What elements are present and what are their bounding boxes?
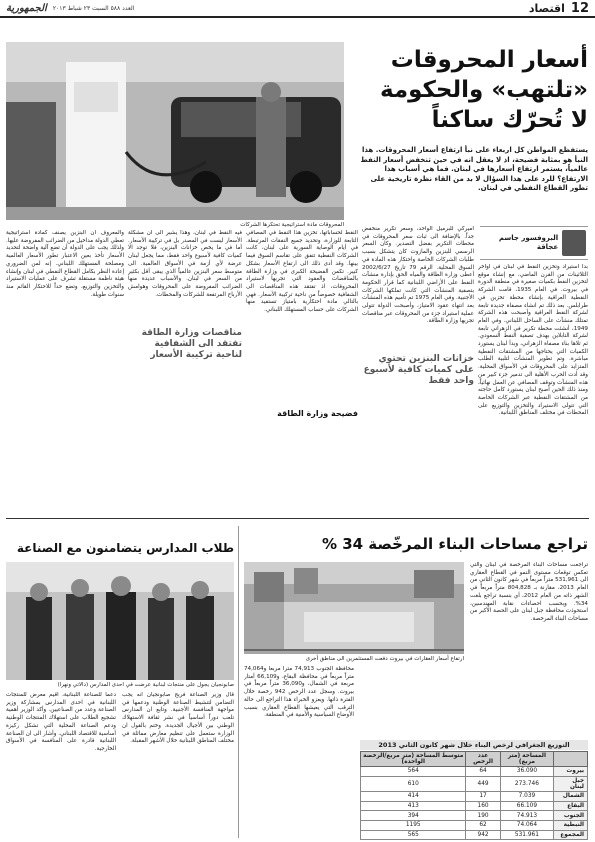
lead-column-4 (128, 230, 242, 514)
row-region: الشمال (554, 792, 588, 802)
row-count: 160 (466, 801, 500, 811)
table-row (361, 801, 588, 811)
lead-photo-caption: المحروقات مادة استراتيجية تحتكرها الشركات (240, 222, 344, 228)
schools-photo (6, 562, 234, 680)
masthead (0, 0, 595, 18)
section-divider (6, 518, 589, 519)
permits-table-header-row (361, 752, 588, 767)
row-region: بيروت (554, 767, 588, 777)
schools-column-2-text: قال وزير الصناعة فريج صابونجيان انه يجب التضامن لتنشيط الصناعة الوطنية ودعمها في مواجهة المنافسة الأجنبية. وتابع ان المدارس تلعب دوراً أساسياً في نشر ثقافة الاستهلاك الوطني بين الأجيال الجديدة. وختم بالقول ان الوزارة ستعمل على تنظيم معارض مماثلة في مختلف المناطق اللبنانية خلال الأشهر المقبلة. (122, 692, 234, 745)
header-average-area: متوسط المساحة (متر مربع/الرخصة الواحدة) (361, 752, 466, 767)
row-region: المجموع (554, 830, 588, 840)
lead-column-3-text: النفط لحساباتها، تخزين هذا النفط في المصافي التابعة للوزارة، وتحديد جميع النفقات المرتبطة. في أيام الوصاية السورية على لبنان، كانت الشركات النفطية تتفق على تقاسم السوق فيما بينها. وقد أدى ذلك الى ارتفاع الأسعار بشكل كبير. تكمن الفضيحة الكبرى في وزارة الطاقة بالمناقصات والعقود التي تجريها لاستيراد المحروقات، اذ تفتقد هذه المناقصات الى الشفافية خصوصاً من ناحية تركيبة الأسعار. فهي بالتالي مادة احتكارية بامتياز تستفيد منها الشركات على حساب المستهلك اللبناني. (246, 230, 358, 314)
row-count: 190 (466, 811, 500, 821)
row-average: 565 (361, 830, 466, 840)
row-area: 74.064 (500, 820, 554, 830)
construction-photo-caption: ارتفاع أسعار العقارات في بيروت دفعت المستثمرين الى مناطق أخرى (305, 656, 464, 662)
subhead-gasoline-tanks: خزانات البنزين تحتوي على كميات كافية لأسبوع واحد فقط (363, 354, 474, 386)
schools-illustration (6, 562, 234, 680)
row-count: 64 (466, 767, 500, 777)
schools-column-1 (6, 692, 116, 838)
row-area: 7.039 (500, 792, 554, 802)
construction-photo (244, 562, 464, 654)
permits-table-title: التوزيع الجغرافي لرخص البناء خلال شهر كانون الثاني 2013 (360, 740, 588, 750)
author-box (480, 226, 588, 260)
header-permit-count: عدد الرخص (466, 752, 500, 767)
row-average: 394 (361, 811, 466, 821)
masthead-brand (6, 3, 134, 14)
schools-column-2 (122, 692, 234, 838)
row-average: 610 (361, 776, 466, 792)
header-area: المساحة (متر مربع) (500, 752, 554, 767)
table-row (361, 776, 588, 792)
construction-illustration (244, 562, 464, 654)
row-region: الجنوب (554, 811, 588, 821)
table-row (361, 820, 588, 830)
masthead-page-info (529, 1, 589, 16)
row-region: جبل لبنان (554, 776, 588, 792)
lead-column-4-text: فيه النفط في لبنان، وهذا يشير الى أن مشكلة الأسعار ليست في المصدر بل في تركيبة الأسعار. أما في ما يخص خزانات البنزين، فلا توجد الا كميات كافية لأسبوع واحد فقط، مما يجعل لبنان عرضة لأي أزمة في الأسواق العالمية. الى متوسط سعر البنزين عالمياً الذي يبقى أقل بكثير من السعر في لبنان. والأسباب عديدة منها الضرائب المفروضة على المحروقات وهوامش الأرباح المرتفعة للشركات والمحطات. (128, 230, 242, 298)
author-name: البروفسور جاسم عجاقة (498, 234, 559, 251)
issue-info: العدد ٥٨٨ السبت ٢٣ شباط ٢٠١٣ (52, 4, 135, 12)
column-divider (238, 526, 239, 838)
header-region (554, 752, 588, 767)
subhead-energy-tenders: مناقصات وزارة الطاقة تفتقد الى الشفافية لناحية تركيبة الأسعار (128, 328, 242, 361)
row-average: 413 (361, 801, 466, 811)
schools-headline: طلاب المدارس يتضامنون مع الصناعة (16, 541, 234, 555)
lead-column-5-text: والمعروف أن البنزين يصنف كمادة استراتيجية تعطي الدولة مداخيل من الضرائب المفروضة عليها. ولذلك يجب على الدولة أن تضع آلية واضحة لتحديد الأسعار تأخذ بعين الاعتبار تطور الأسعار العالمية ومصلحة المستهلك اللبناني. إنه لمن الضروري إعادة النظر بكامل القطاع النفطي في لبنان وإنشاء هيئة ناظمة مستقلة تشرف على عمليات الاستيراد والتخزين والتوزيع، وتضع حداً للاحتكار القائم منذ سنوات طويلة. (6, 230, 124, 298)
lead-headline-line-1: أسعار المحروقات (390, 47, 588, 73)
row-region: البقاع (554, 801, 588, 811)
newspaper-logo: الجمهورية (6, 2, 47, 14)
row-count: 17 (466, 792, 500, 802)
subhead-energy-scandal: فضيحة وزارة الطاقة (246, 408, 358, 419)
row-area: 36.090 (500, 767, 554, 777)
permits-table (360, 751, 588, 840)
row-count: 62 (466, 820, 500, 830)
row-average: 414 (361, 792, 466, 802)
row-area: 74.913 (500, 811, 554, 821)
lead-intro: يستفظع المواطن كل اربعاء على نبأ ارتفاع أسعار المحروقات. هذا النبأ هو بمثابة فضيحة، اذ لا يعقل انه في حين تنخفض أسعار النفط عالمياً، يستمر ارتفاع أسعارها في لبنان. فما هي أسباب هذا الارتفاع؟ للرد على هذا السؤال لا بد من القاء نظرة تاريخية على تطور القطاع النفطي في لبنان. (360, 146, 588, 192)
schools-photo-caption: صابونجيان يجول على منتجات لبنانية عرضت في احدى المدارس (دالاتي ونهرا) (57, 682, 234, 688)
table-row (361, 811, 588, 821)
gas-station-photo (6, 42, 344, 220)
row-average: 1195 (361, 820, 466, 830)
author-photo (562, 230, 586, 256)
lead-column-1 (478, 264, 588, 514)
row-average: 564 (361, 767, 466, 777)
lead-column-5 (6, 230, 124, 514)
row-region: النبطية (554, 820, 588, 830)
construction-column-1 (470, 562, 588, 736)
construction-headline: تراجع مساحات البناء المرخّصة 34 % (321, 535, 588, 553)
schools-column-1-text: دعماً للصناعة اللبنانية، أقيم معرض للمنتجات اللبنانية في احدى المدارس بمشاركة وزير الصناعة وعدد من الصناعيين. وأكد الوزير أهمية تشجيع الطلاب على استهلاك المنتجات الوطنية ودعم الصناعة المحلية التي تشكل ركيزة أساسية للاقتصاد اللبناني. وأشار الى ان الصناعة اللبنانية قادرة على المنافسة في الأسواق الخارجية. (6, 692, 116, 752)
lead-column-3 (246, 230, 358, 514)
page-number: 12 (570, 0, 589, 16)
table-total-row (361, 830, 588, 840)
lead-column-2-text: أميركي للبرميل الواحد، وسعر تكرير منخفض جداً. بالإضافة الى ثبات سعر المحروقات في محطات التكرير بفضل التصدير. وكان السعر الرسمي للبنزين والمازوت كان يتشكل بسبب طلبات الشركات الخاصة واحتكار هذه المادة في السوق المحلية. الرقم 79 تاريخ 2002/6/27 أعطى وزارة الطاقة والمياه الحق بإدارة منشآت النفط على الأراضي اللبنانية كما قرار الحكومة بتصفية المنشآت التي كانت تملكها الشركات الأجنبية. وفي العام 1975 تم تأميم هذه المنشآت بعد انتهاء عقود الامتياز، وأصبحت الدولة تتولى عملية استيراد جزء من المحروقات عبر مناقصات تجريها وزارة الطاقة. (362, 226, 474, 325)
lead-column-1-text: بدأ استيراد وتخزين النفط في لبنان في أواخر الثلاثينات من القرن الماضي، مع إنشاء موقع لتخزين النفط بكميات صغيرة في منطقة الدورة في بيروت. في العام 1935، قامت الشركة النفطية العراقية بإنشاء محطة تخزين في طرابلس. بعد ذلك تم انشاء مصفاة جديدة تابعة لشركة النفط العراقية وأصبحت هذه الشركة تمتلك منشآت على الساحل اللبناني. وفي العام 1949، أنشئت محطة تكرير في الزهراني تابعة لشركة التابلاين بهدف تصفية النفط السعودي. ثم تلاها بناء مصفاة الزهراني، وبدأ لبنان يستورد الكميات التي يحتاجها من المشتقات النفطية مباشرة. وتم تطوير المنشآت لتلبية الطلب المتزايد على المحروقات في الأسواق المحلية. وقد أدت الحرب الأهلية الى تدمير جزء كبير من هذه المنشآت وتوقف المصافي عن العمل نهائياً، ومنذ ذلك الحين أصبح لبنان يستورد كامل حاجته من المشتقات النفطية عبر الشركات الخاصة التي تتولى الاستيراد والتخزين والتوزيع على المحطات في مختلف المناطق اللبنانية. (478, 264, 588, 417)
lead-headline-line-3: لا تُحرّك ساكناً (431, 107, 588, 133)
row-count: 449 (466, 776, 500, 792)
lead-headline-line-2: «تلتهب» والحكومة (379, 77, 588, 103)
row-area: 66.109 (500, 801, 554, 811)
construction-column-2-text: محافظة الجنوب 74,913 متراً مربعاً و74,064 متراً مربعاً في محافظة البقاع، و66,109 أمتار مربعة في الشمال، و36,090 متراً مربعاً في بيروت. وسجل عدد الرخص 942 رخصة خلال الفترة ذاتها. ويعزو الخبراء هذا التراجع الى حالة الترقب التي يعيشها القطاع العقاري بسبب الأوضاع السياسية والأمنية في المنطقة. (244, 666, 354, 719)
table-row (361, 792, 588, 802)
table-row (361, 767, 588, 777)
section-label: اقتصاد (528, 1, 565, 15)
construction-column-2 (244, 666, 354, 838)
row-count: 942 (466, 830, 500, 840)
construction-column-1-text: تراجعت مساحات البناء المرخصة في لبنان والتي تعكس توقعات مستوى النمو في القطاع العقاري الى 531,961 متراً مربعاً في شهر كانون الثاني من العام 2013، مقارنة بـ 804,828 متراً مربعاً في الشهر ذاته من العام 2012، أي بنسبة تراجع بلغت 34%. وبحسب احصاءات نقابة المهندسين، استحوذت محافظة جبل لبنان على الحصة الأكبر من مساحات البناء المرخصة. (470, 562, 588, 622)
gas-station-illustration (6, 42, 344, 220)
row-area: 273.746 (500, 776, 554, 792)
row-area: 531.961 (500, 830, 554, 840)
